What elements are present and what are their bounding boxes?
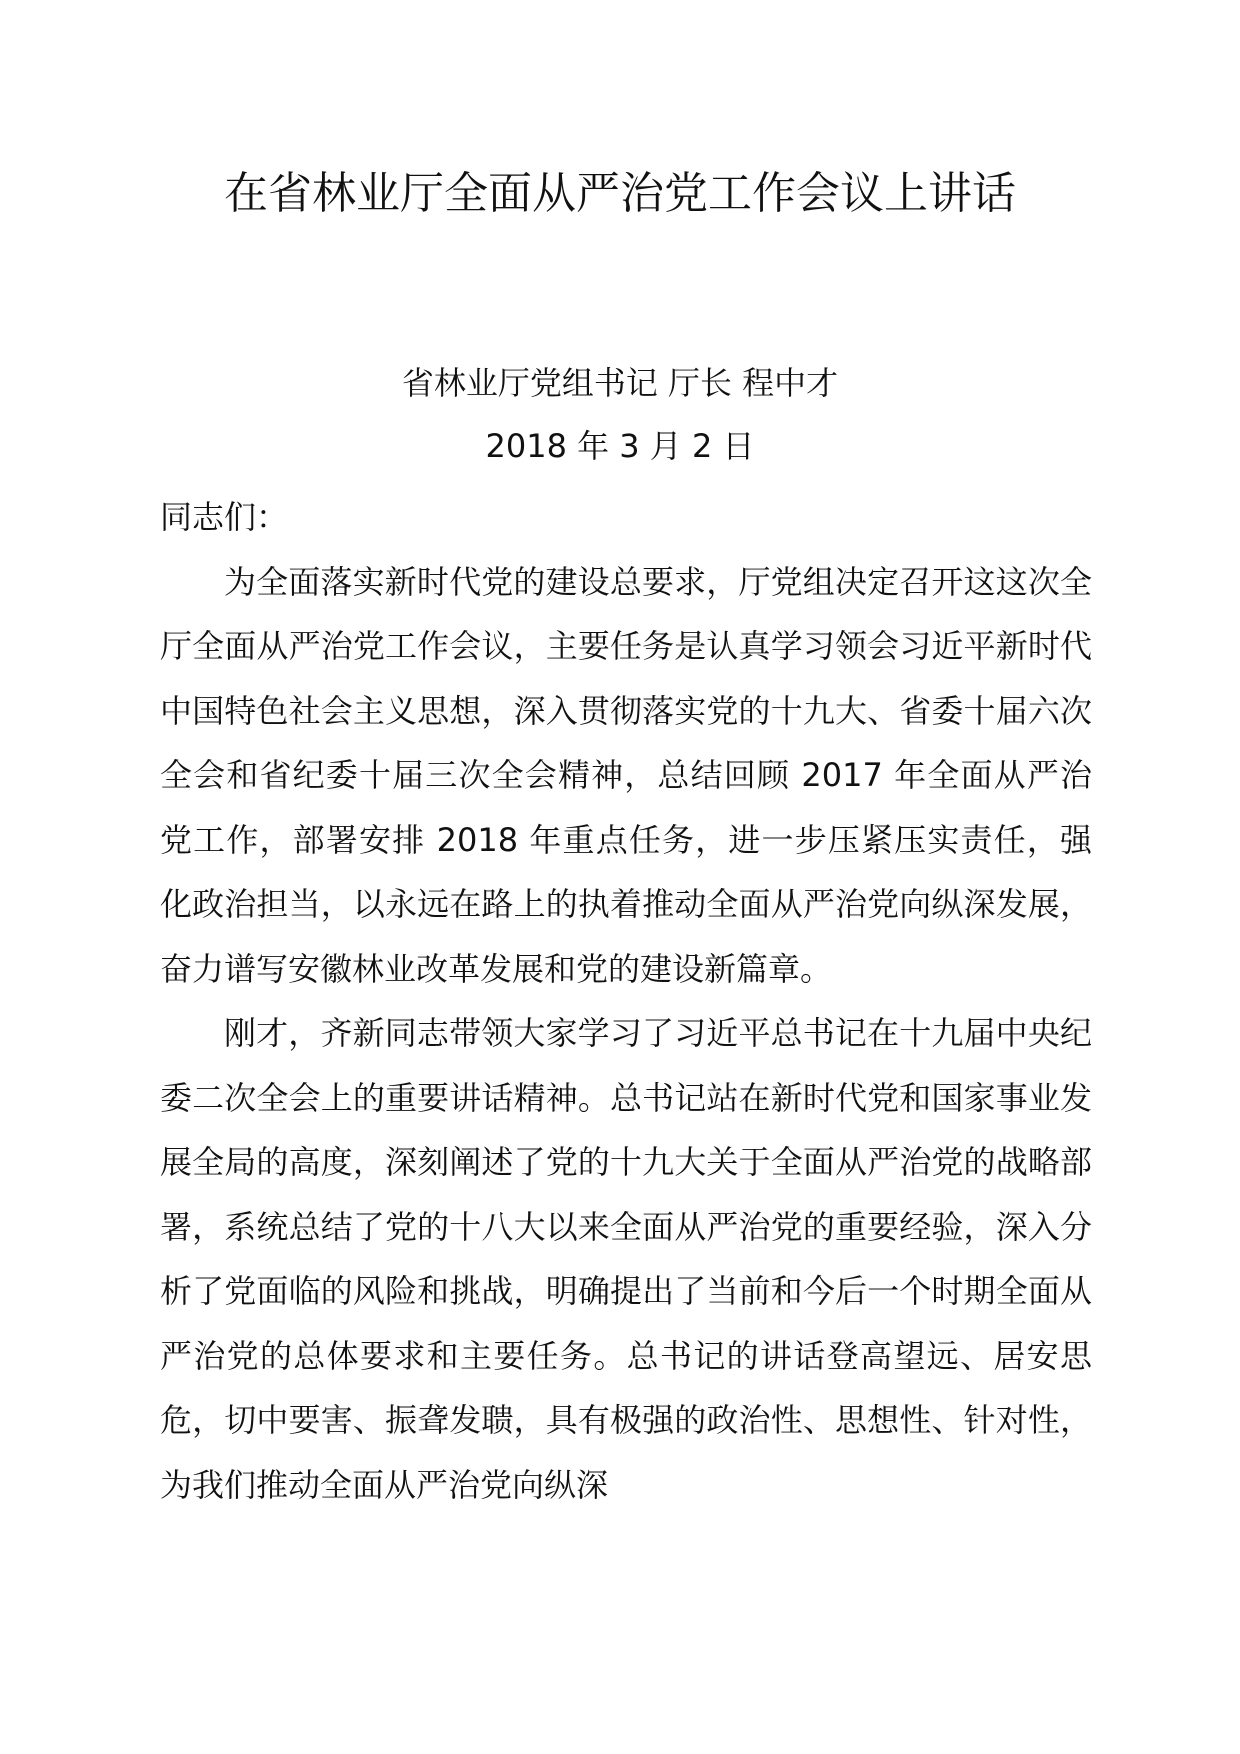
document-body — [160, 485, 1092, 1517]
paragraph-1: 为全面落实新时代党的建设总要求，厅党组决定召开这这次全厅全面从严治党工作会议，主要任务是认真学习领会习近平新时代中国特色社会主义思想，深入贯彻落实党的十九大、省委十届六次全会和省纪委十届三次全会精神，总结回顾 2017 年全面从严治党工作，部署安排 2018 年重点任务，进一步压紧压实责任，强化政治担当，以永远在路上的执着推动全面从严治党向纵深发展，奋力谱写安徽林业改革发展和党的建设新篇章。 — [160, 562, 1092, 988]
salutation: 同志们： — [160, 498, 289, 536]
author-line: 省林业厅党组书记 厅长 程中才 — [401, 364, 839, 402]
paragraph-2: 刚才，齐新同志带领大家学习了习近平总书记在十九届中央纪委二次全会上的重要讲话精神。总书记站在新时代党和国家事业发展全局的高度，深刻阐述了党的十九大关于全面从严治党的战略部署，系统总结了党的十八大以来全面从严治党的重要经验，深入分析了党面临的风险和挑战，明确提出了当前和今后一个时期全面从严治党的总体要求和主要任务。总书记的讲话登高望远、居安思危，切中要害、振聋发聩，具有极强的政治性、思想性、针对性，为我们推动全面从严治党向纵深 — [160, 1014, 1092, 1504]
document-date: 2018 年 3 月 2 日 — [485, 427, 755, 465]
document-title: 在省林业厅全面从严治党工作会议上讲话 — [224, 168, 1016, 219]
